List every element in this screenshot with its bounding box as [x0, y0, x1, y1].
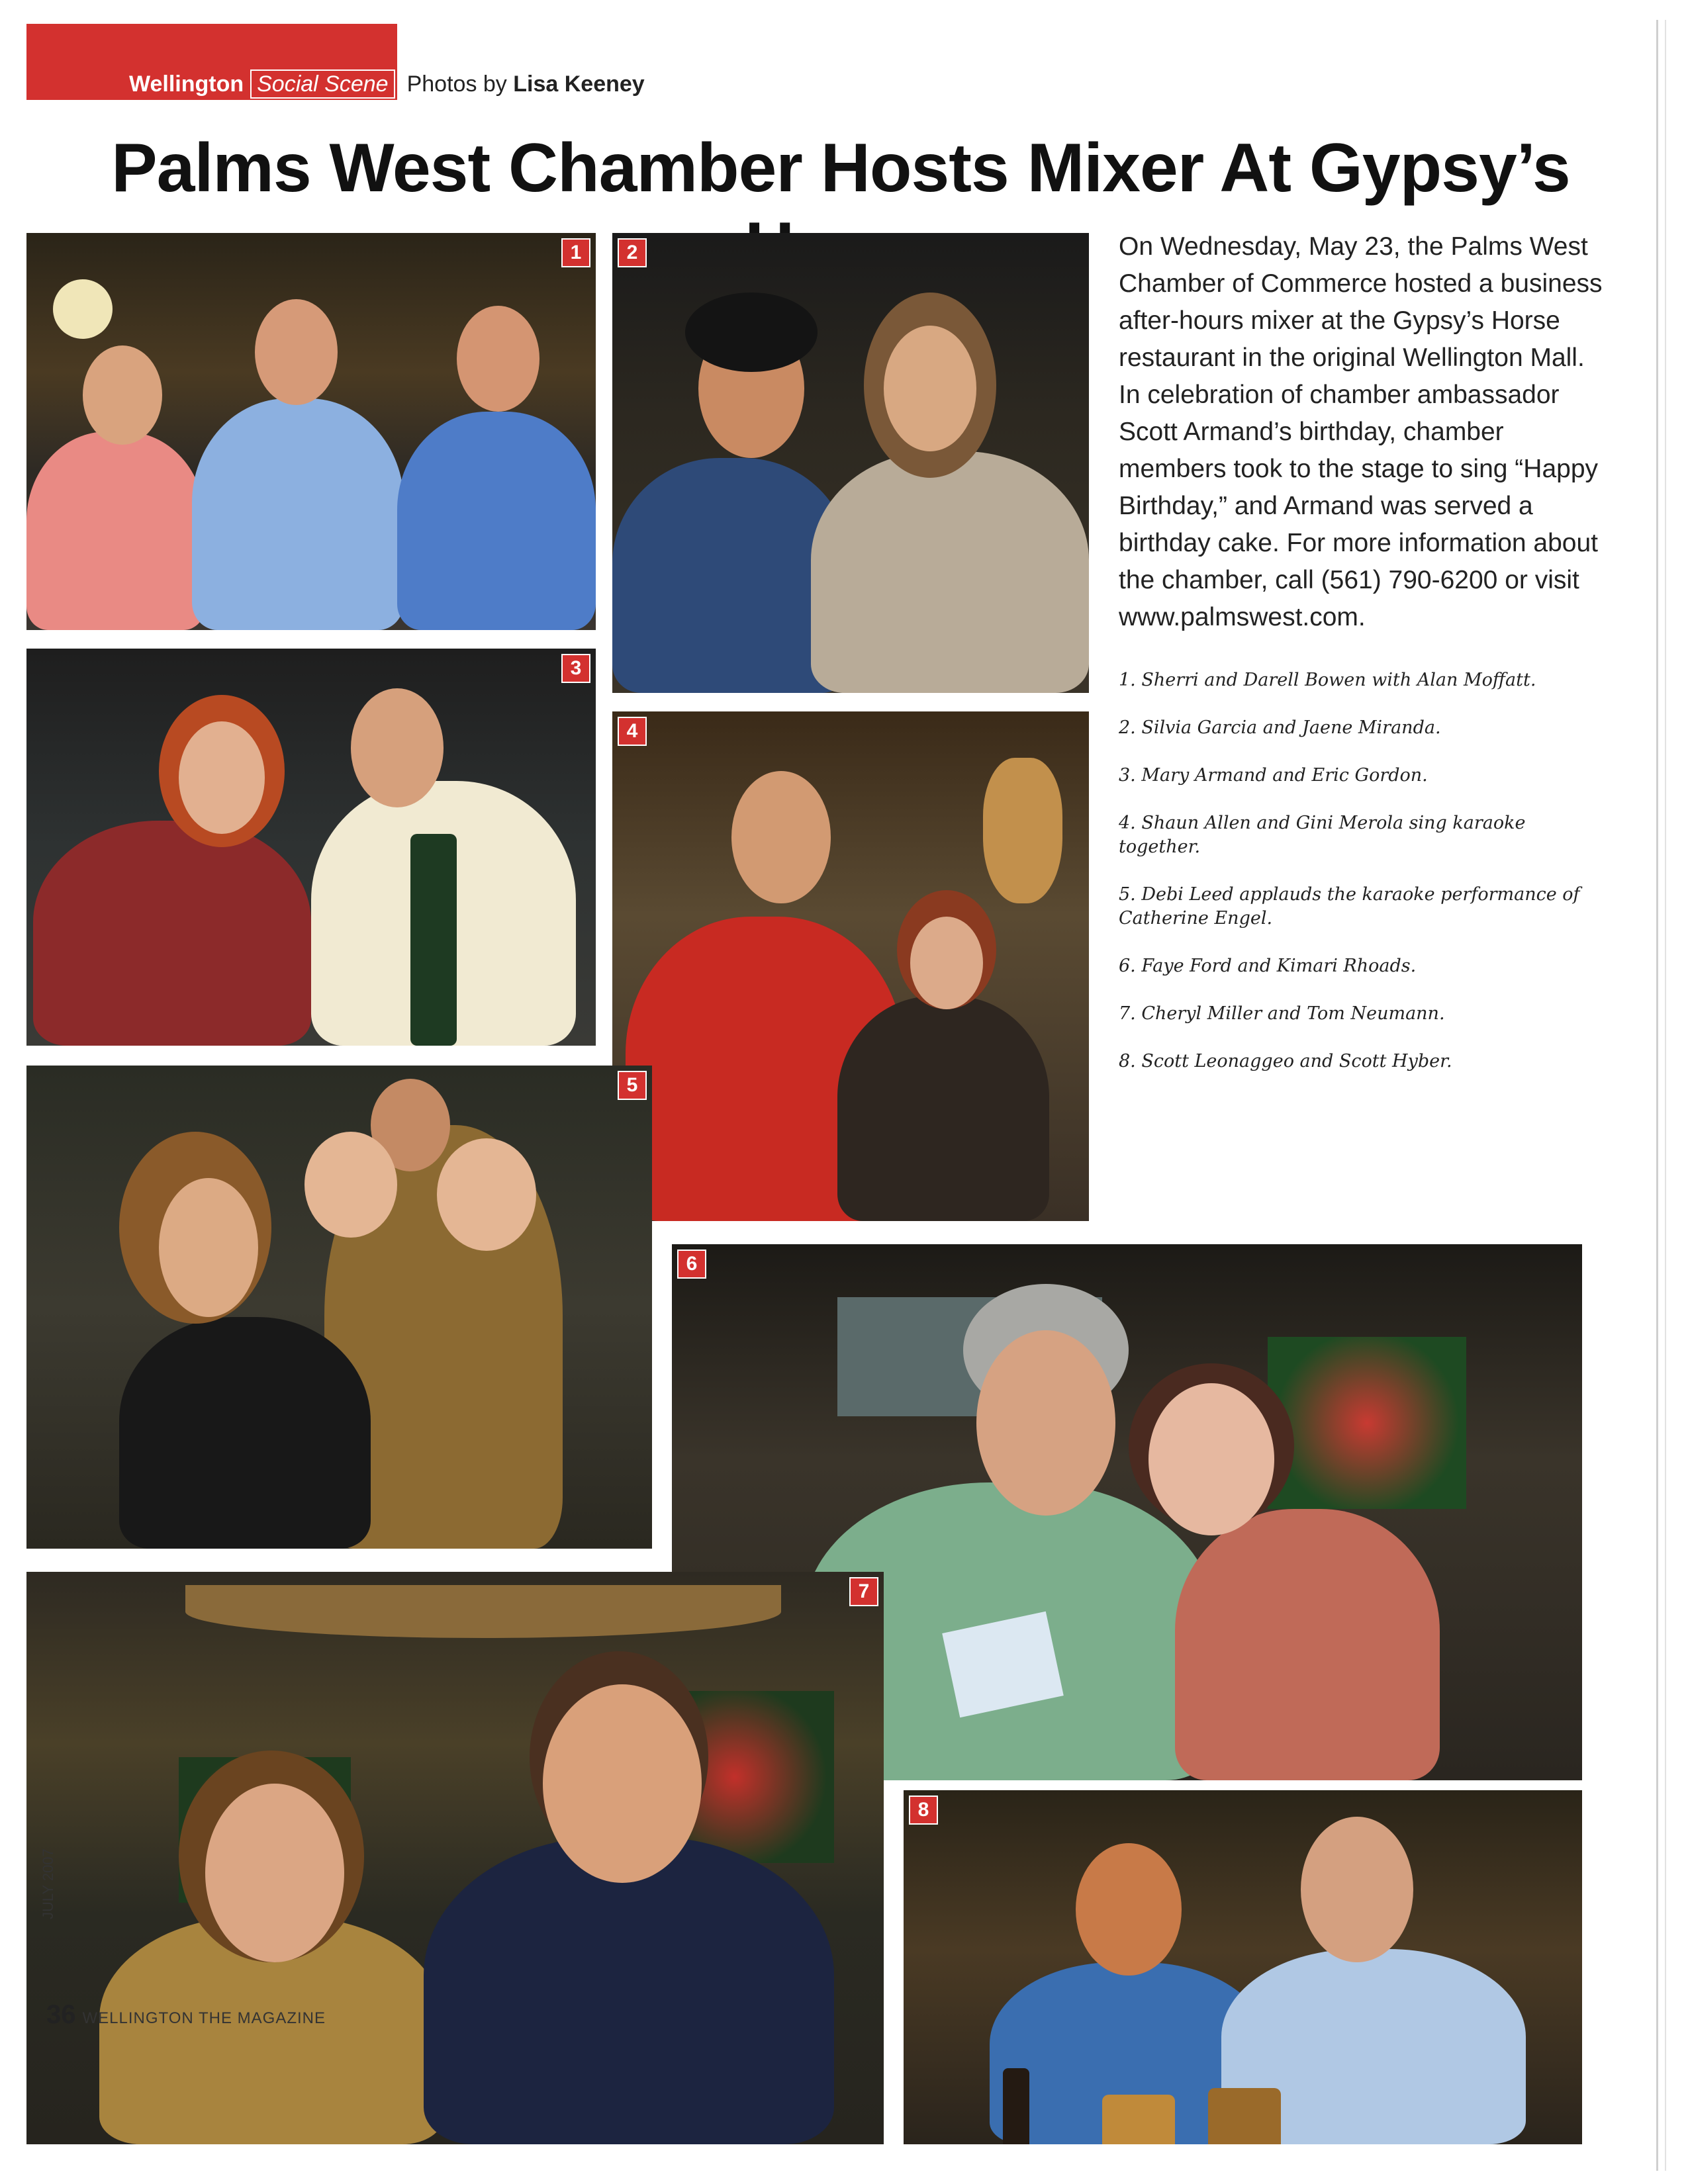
photo-5	[26, 1066, 652, 1549]
magazine-name: WELLINGTON THE MAGAZINE	[82, 2009, 326, 2027]
section-name: Wellington	[129, 71, 244, 97]
caption-item: 5. Debi Leed applauds the karaoke performance of Catherine Engel.	[1119, 884, 1580, 929]
credit-prefix: Photos by	[406, 71, 507, 97]
photo-number-badge: 2	[618, 238, 647, 267]
caption-item: 1. Sherri and Darell Bowen with Alan Moffatt.	[1119, 670, 1536, 690]
issue-date: JULY 2007	[40, 1848, 56, 1919]
photo-credit	[407, 71, 645, 97]
page-footer	[46, 2000, 326, 2030]
photo-number-badge: 6	[677, 1250, 706, 1279]
photo-4	[612, 711, 1089, 1221]
article-intro: On Wednesday, May 23, the Palms West Chamber of Commerce hosted a business after-hours mixer at the Gypsy’s Horse restaurant in the original Wellington Mall. In celebration of chamber ambassador Scott Armand’s birthday, chamber members took to the stage to sing “Happy Birthday,” and Armand was served a birthday cake. For more information about the chamber, call (561) 790-6200 or visit www.palmswest.com.	[1119, 232, 1603, 631]
photo-1	[26, 233, 596, 630]
article-title: Palms West Chamber Hosts Mixer At Gypsy’s	[111, 130, 1570, 206]
photo-8	[904, 1790, 1582, 2144]
caption-item: 4. Shaun Allen and Gini Merola sing karaoke together.	[1119, 813, 1526, 857]
caption-item: 7. Cheryl Miller and Tom Neumann.	[1119, 1003, 1445, 1024]
photo-number-badge: 5	[618, 1071, 647, 1100]
caption-item: 8. Scott Leonaggeo and Scott Hyber.	[1119, 1051, 1452, 1071]
section-header	[129, 68, 645, 100]
page-number: 36	[46, 2000, 76, 2029]
photographer-name: Lisa Keeney	[513, 71, 645, 97]
photo-2	[612, 233, 1089, 693]
photo-number-badge: 1	[561, 238, 590, 267]
page-edge	[1656, 20, 1658, 2171]
photo-number-badge: 8	[909, 1796, 938, 1825]
caption-item: 6. Faye Ford and Kimari Rhoads.	[1119, 956, 1417, 976]
photo-number-badge: 3	[561, 654, 590, 683]
subsection-name: Social Scene	[250, 69, 395, 99]
photo-7	[26, 1572, 884, 2144]
page-edge	[1665, 20, 1666, 2171]
caption-item: 2. Silvia Garcia and Jaene Miranda.	[1119, 717, 1441, 738]
caption-item: 3. Mary Armand and Eric Gordon.	[1119, 765, 1428, 786]
photo-number-badge: 7	[849, 1577, 878, 1606]
photo-3	[26, 649, 596, 1046]
photo-captions	[1119, 668, 1589, 1097]
photo-number-badge: 4	[618, 717, 647, 746]
